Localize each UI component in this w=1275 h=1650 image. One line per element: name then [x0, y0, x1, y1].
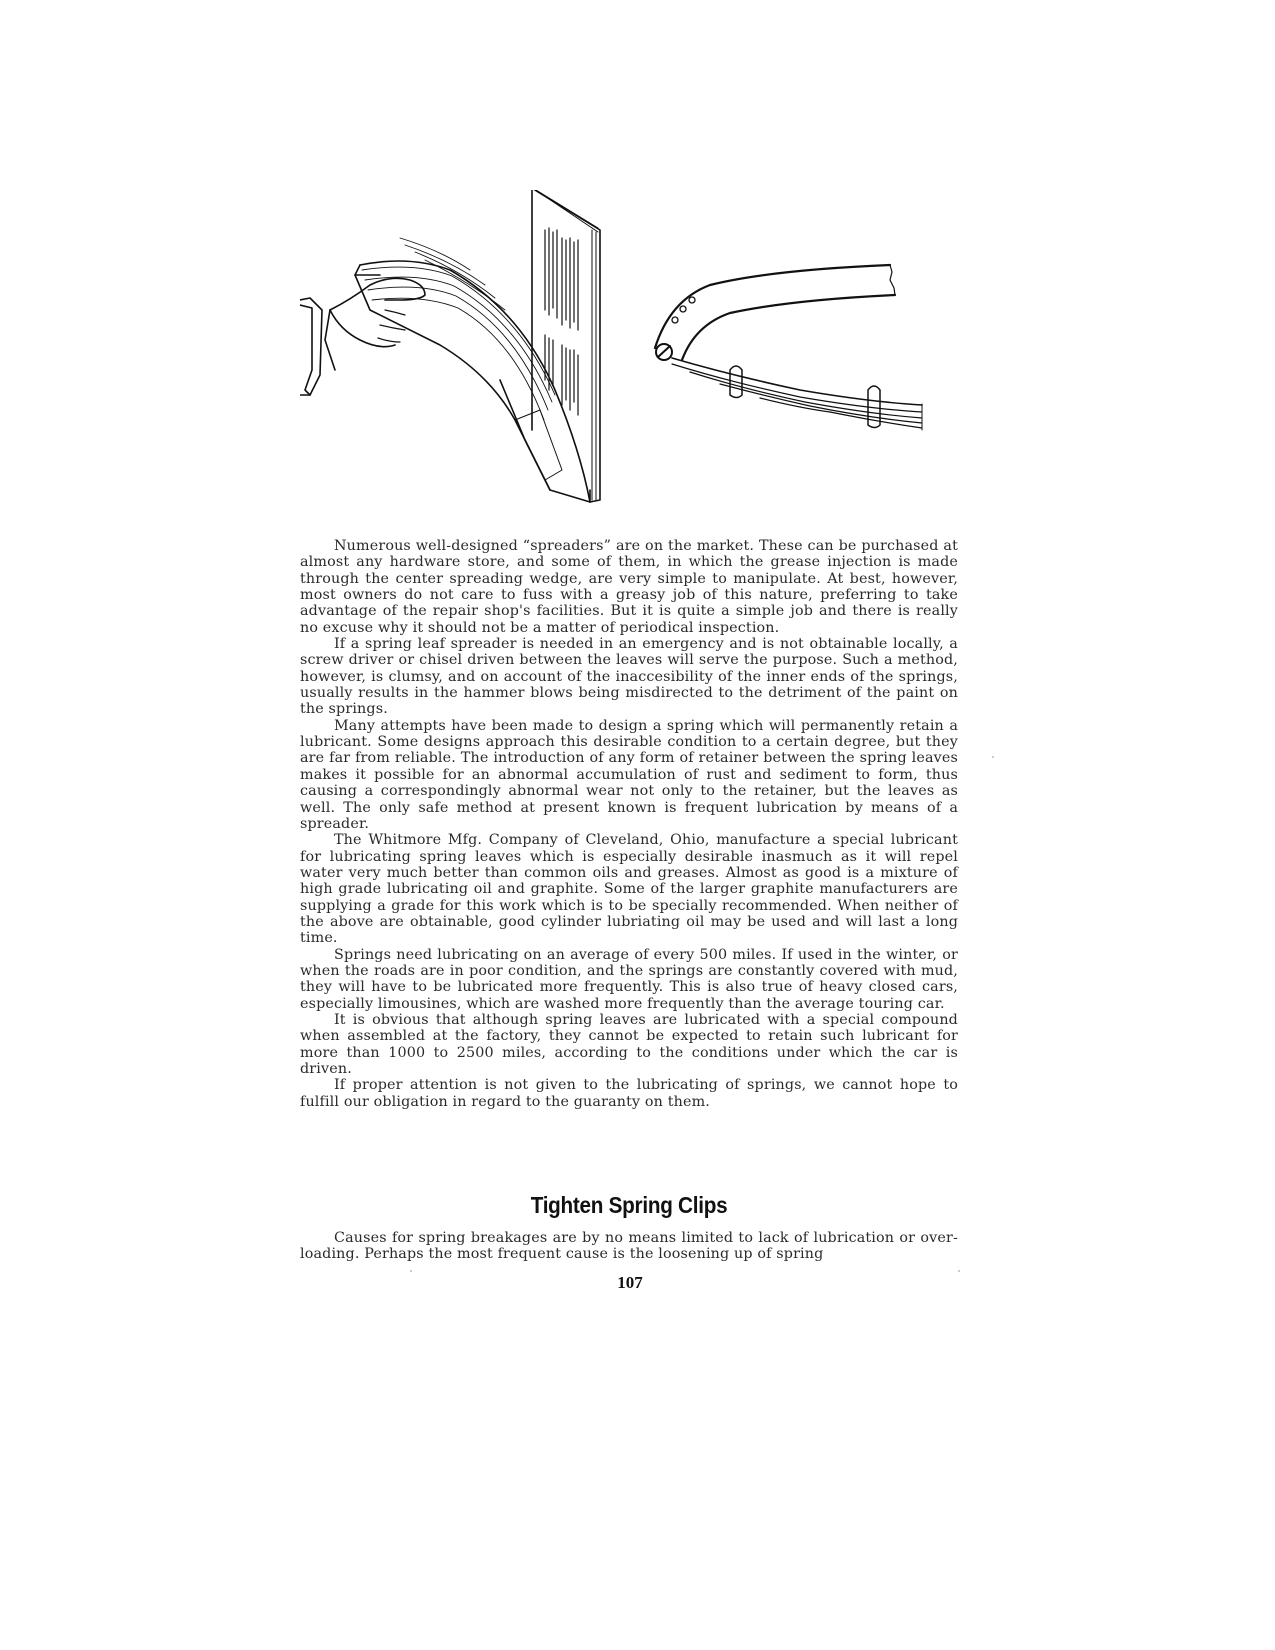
paragraph-factory-compound: It is obvious that although spring leaves are lubricated with a special compound when assembled at the factory, they cannot be expected to retain such lubricant for more than 1000 to 2500 miles, according to the conditions under which the car is driven. — [300, 1011, 958, 1077]
paragraph-spreaders: Numerous well-designed “spreaders” are on the market. These can be purchased at almost any hardware store, and some of them, in which the grease injection is made through the center spreading wedge, are very simple to manipulate. At best, however, most owners do not care to fuss with a greasy job of this nature, preferring to take advantage of the repair shop's facilities. But it is quite a simple job and there is really no excuse why it should not be a matter of periodical inspection. — [300, 538, 958, 636]
scan-speck — [958, 1270, 960, 1272]
illustration-figure — [300, 190, 970, 525]
scan-speck — [410, 1270, 412, 1272]
paragraph-lubricant-recommendation: The Whitmore Mfg. Company of Cleveland, Ohio, manufacture a special lubricant for lubricating spring leaves which is especially desirable inasmuch as it will repel water very much better than common oils and greases. Almost as good is a mixture of high grade lubricating oil and graphite. Some of the larger graphite manufacturers are supplying a grade for this work which is to be specially recommended. When neither of the above are obtainable, good cylinder lubriating oil may be used and will last a long time. — [300, 832, 958, 947]
leaf-spring-illustration — [655, 265, 922, 430]
section-heading: Tighten Spring Clips — [530, 1192, 728, 1218]
body-text — [300, 538, 958, 1110]
paragraph-emergency-spreading: If a spring leaf spreader is needed in an emergency and is not obtainable locally, a screw driver or chisel driven between the leaves will serve the purpose. Such a method, however, is clumsy, and on account of the inaccesibility of the inner ends of the springs, usually results in the hammer blows being misdirected to the detriment of the paint on the springs. — [300, 636, 958, 718]
paragraph-guaranty: If proper attention is not given to the lubricating of springs, we cannot hope to fulfill our obligation in regard to the guaranty on them. — [300, 1077, 958, 1110]
paragraph-spring-breakages: Causes for spring breakages are by no means limited to lack of lubrication or over-loading. Perhaps the most frequent cause is the loosening up of spring — [300, 1230, 958, 1263]
hand-book-illustration — [300, 190, 600, 502]
paragraph-retainer-designs: Many attempts have been made to design a spring which will permanently retain a lubricant. Some designs approach this desirable condition to a certain degree, but they are far from reliable. The introduction of any form of retainer between the spring leaves makes it possible for an abnormal accumulation of rust and sediment to form, thus causing a correspondingly abnormal wear not only to the retainer, but the leaves as well. The only safe method at present known is frequent lubrication by means of a spreader. — [300, 717, 958, 832]
page-number: 107 — [617, 1273, 643, 1292]
paragraph-lubrication-interval: Springs need lubricating on an average of every 500 miles. If used in the winter, or when the roads are in poor condition, and the springs are constantly covered with mud, they will have to be lubricated more frequently. This is also true of heavy closed cars, especially limousines, which are washed more frequently than the average touring car. — [300, 946, 958, 1012]
section-text — [300, 1230, 958, 1263]
scan-speck — [992, 756, 994, 758]
